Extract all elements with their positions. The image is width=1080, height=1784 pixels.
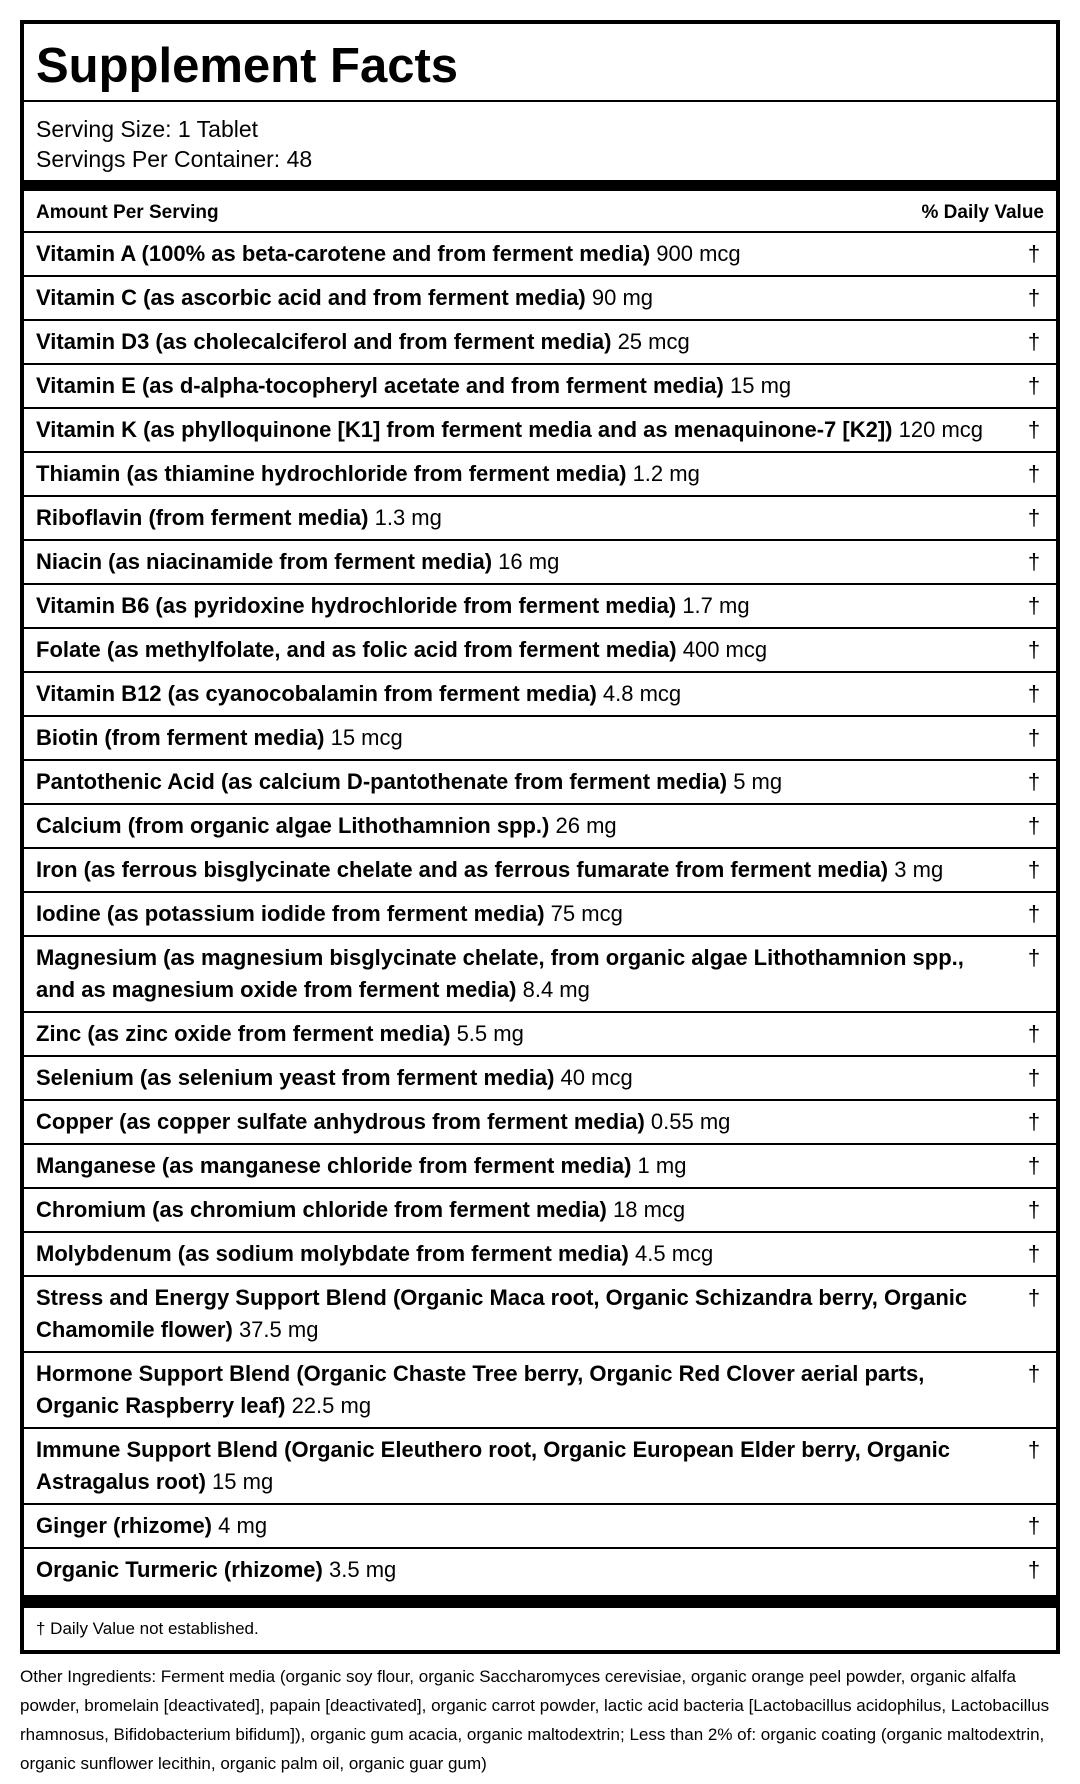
daily-value-dagger: †	[1027, 1197, 1041, 1222]
nutrient-name: Vitamin B12 (as cyanocobalamin from ferment media)	[36, 681, 597, 706]
nutrient-text	[36, 942, 1024, 1006]
nutrient-amount: 1 mg	[637, 1153, 687, 1178]
nutrient-name: Iodine (as potassium iodide from ferment media)	[36, 901, 545, 926]
nutrient-row	[24, 1427, 1056, 1503]
nutrient-row	[24, 1275, 1056, 1351]
nutrient-amount: 3.5 mg	[329, 1557, 397, 1582]
other-ingredients: Other Ingredients: Ferment media (organic soy flour, organic Saccharomyces cerevisiae, organic orange peel powder, organic alfalfa powder, bromelain [deactivated], papain [deactivated], organic carrot powder, lactic acid bacteria [Lactobacillus acidophilus, Lactobacillus rhamnosus, Bifidobacterium bifidum]), organic gum acacia, organic maltodextrin; Less than 2% of: organic coating (organic maltodextrin, organic sunflower lecithin, organic palm oil, organic guar gum)	[20, 1667, 1050, 1773]
nutrient-row	[24, 1503, 1056, 1547]
daily-value-dagger: †	[1027, 1065, 1041, 1090]
nutrient-text	[36, 810, 1024, 842]
nutrient-amount: 1.2 mg	[632, 461, 700, 486]
nutrient-name: Thiamin (as thiamine hydrochloride from ferment media)	[36, 461, 627, 486]
nutrient-text	[36, 1238, 1024, 1270]
nutrient-row	[24, 671, 1056, 715]
daily-value-dagger: †	[1027, 329, 1041, 354]
nutrient-row	[24, 539, 1056, 583]
nutrient-row	[24, 407, 1056, 451]
daily-value-header: % Daily Value	[921, 202, 1044, 223]
daily-value-dagger: †	[1027, 1437, 1041, 1462]
nutrient-text	[36, 1194, 1024, 1226]
daily-value-dagger: †	[1027, 637, 1041, 662]
nutrient-amount: 4.8 mcg	[602, 681, 682, 706]
daily-value-dagger: †	[1027, 725, 1041, 750]
daily-value-dagger: †	[1027, 593, 1041, 618]
nutrient-name: Ginger (rhizome)	[36, 1513, 213, 1538]
nutrient-row	[24, 847, 1056, 891]
nutrient-text	[36, 1554, 1024, 1586]
amount-per-serving-header: Amount Per Serving	[36, 202, 219, 223]
nutrient-name: Vitamin K (as phylloquinone [K1] from ferment media and as menaquinone-7 [K2])	[36, 417, 893, 442]
daily-value-dagger: †	[1027, 813, 1041, 838]
nutrient-name: Vitamin A (100% as beta-carotene and from ferment media)	[36, 241, 651, 266]
nutrient-text	[36, 458, 1024, 490]
daily-value-dagger: †	[1027, 241, 1041, 266]
daily-value-dagger: †	[1027, 1021, 1041, 1046]
nutrient-row	[24, 495, 1056, 539]
nutrient-row	[24, 583, 1056, 627]
nutrient-text	[36, 766, 1024, 798]
nutrient-amount: 900 mcg	[656, 241, 741, 266]
nutrient-amount: 26 mg	[555, 813, 617, 838]
nutrient-text	[36, 414, 1024, 446]
nutrient-name: Vitamin C (as ascorbic acid and from ferment media)	[36, 285, 586, 310]
nutrient-name: Chromium (as chromium chloride from ferment media)	[36, 1197, 607, 1222]
nutrient-text	[36, 634, 1024, 666]
daily-value-dagger: †	[1027, 901, 1041, 926]
nutrient-text	[36, 546, 1024, 578]
nutrient-amount: 4 mg	[218, 1513, 268, 1538]
daily-value-dagger: †	[1027, 1153, 1041, 1178]
nutrient-row	[24, 1231, 1056, 1275]
nutrient-amount: 15 mg	[730, 373, 792, 398]
nutrient-amount: 5 mg	[733, 769, 783, 794]
servings-per-container: Servings Per Container: 48	[36, 146, 313, 172]
nutrient-row	[24, 1351, 1056, 1427]
daily-value-dagger: †	[1027, 681, 1041, 706]
nutrient-table	[24, 231, 1056, 1591]
daily-value-dagger: †	[1027, 1109, 1041, 1134]
nutrient-row	[24, 627, 1056, 671]
nutrient-row	[24, 1547, 1056, 1591]
nutrient-name: Vitamin E (as d-alpha-tocopheryl acetate and from ferment media)	[36, 373, 724, 398]
nutrient-amount: 22.5 mg	[291, 1393, 372, 1418]
daily-value-dagger: †	[1027, 549, 1041, 574]
column-header	[24, 191, 1056, 231]
nutrient-name: Niacin (as niacinamide from ferment media)	[36, 549, 493, 574]
daily-value-dagger: †	[1027, 769, 1041, 794]
nutrient-row	[24, 319, 1056, 363]
nutrient-amount: 120 mcg	[898, 417, 984, 442]
nutrient-name: Molybdenum (as sodium molybdate from ferment media)	[36, 1241, 629, 1266]
nutrient-text	[36, 502, 1024, 534]
panel-title: Supplement Facts	[24, 24, 1056, 102]
nutrient-row	[24, 275, 1056, 319]
nutrient-amount: 37.5 mg	[238, 1317, 319, 1342]
nutrient-amount: 15 mg	[212, 1469, 274, 1494]
nutrient-amount: 0.55 mg	[650, 1109, 731, 1134]
nutrient-name: Organic Turmeric (rhizome)	[36, 1557, 323, 1582]
nutrient-text	[36, 326, 1024, 358]
nutrient-text	[36, 1150, 1024, 1182]
nutrient-name: Vitamin D3 (as cholecalciferol and from ferment media)	[36, 329, 612, 354]
nutrient-amount: 1.3 mg	[374, 505, 442, 530]
nutrient-row	[24, 1187, 1056, 1231]
nutrient-text	[36, 1282, 1024, 1346]
supplement-facts-panel	[20, 20, 1060, 1654]
daily-value-dagger: †	[1027, 417, 1041, 442]
nutrient-text	[36, 854, 1024, 886]
nutrient-text	[36, 722, 1024, 754]
nutrient-row	[24, 803, 1056, 847]
nutrient-text	[36, 370, 1024, 402]
nutrient-name: Zinc (as zinc oxide from ferment media)	[36, 1021, 451, 1046]
nutrient-amount: 18 mcg	[613, 1197, 686, 1222]
nutrient-name: Calcium (from organic algae Lithothamnion spp.)	[36, 813, 550, 838]
nutrient-text	[36, 898, 1024, 930]
nutrient-row	[24, 451, 1056, 495]
nutrient-row	[24, 231, 1056, 275]
daily-value-dagger: †	[1027, 1241, 1041, 1266]
nutrient-amount: 40 mcg	[560, 1065, 633, 1090]
nutrient-name: Manganese (as manganese chloride from ferment media)	[36, 1153, 632, 1178]
nutrient-text	[36, 1062, 1024, 1094]
nutrient-name: Iron (as ferrous bisglycinate chelate and as ferrous fumarate from ferment media)	[36, 857, 889, 882]
nutrient-name: Pantothenic Acid (as calcium D-pantothenate from ferment media)	[36, 769, 728, 794]
nutrient-amount: 3 mg	[894, 857, 944, 882]
nutrient-amount: 75 mcg	[550, 901, 623, 926]
nutrient-text	[36, 678, 1024, 710]
nutrient-row	[24, 1143, 1056, 1187]
nutrient-row	[24, 1099, 1056, 1143]
daily-value-dagger: †	[1027, 1361, 1041, 1386]
nutrient-name: Hormone Support Blend (Organic Chaste Tree berry, Organic Red Clover aerial parts, Organic Raspberry leaf)	[36, 1361, 925, 1418]
nutrient-row	[24, 891, 1056, 935]
nutrient-name: Magnesium (as magnesium bisglycinate chelate, from organic algae Lithothamnion spp., and as magnesium oxide from ferment media)	[36, 945, 964, 1002]
daily-value-dagger: †	[1027, 1513, 1041, 1538]
nutrient-name: Immune Support Blend (Organic Eleuthero root, Organic European Elder berry, Organic Astragalus root)	[36, 1437, 950, 1494]
nutrient-amount: 400 mcg	[682, 637, 768, 662]
nutrient-text	[36, 1510, 1024, 1542]
daily-value-dagger: †	[1027, 857, 1041, 882]
nutrient-amount: 15 mcg	[330, 725, 403, 750]
nutrient-name: Selenium (as selenium yeast from ferment media)	[36, 1065, 555, 1090]
nutrient-amount: 16 mg	[498, 549, 560, 574]
nutrient-row	[24, 759, 1056, 803]
nutrient-amount: 1.7 mg	[682, 593, 750, 618]
nutrient-text	[36, 1434, 1024, 1498]
daily-value-dagger: †	[1027, 461, 1041, 486]
daily-value-dagger: †	[1027, 505, 1041, 530]
footnote: † Daily Value not established.	[36, 1619, 259, 1638]
nutrient-text	[36, 1106, 1024, 1138]
nutrient-row	[24, 935, 1056, 1011]
nutrient-row	[24, 1011, 1056, 1055]
nutrient-text	[36, 1358, 1024, 1422]
daily-value-dagger: †	[1027, 1285, 1041, 1310]
nutrient-row	[24, 1055, 1056, 1099]
nutrient-name: Stress and Energy Support Blend (Organic Maca root, Organic Schizandra berry, Organic Chamomile flower)	[36, 1285, 968, 1342]
nutrient-text	[36, 1018, 1024, 1050]
daily-value-dagger: †	[1027, 945, 1041, 970]
nutrient-row	[24, 715, 1056, 759]
thick-divider-bottom	[24, 1595, 1056, 1608]
nutrient-amount: 90 mg	[591, 285, 654, 310]
nutrient-name: Folate (as methylfolate, and as folic acid from ferment media)	[36, 637, 677, 662]
thick-divider	[24, 180, 1056, 191]
daily-value-dagger: †	[1027, 373, 1041, 398]
serving-info	[24, 102, 1056, 180]
nutrient-text	[36, 590, 1024, 622]
daily-value-dagger: †	[1027, 285, 1041, 310]
nutrient-row	[24, 363, 1056, 407]
nutrient-name: Vitamin B6 (as pyridoxine hydrochloride from ferment media)	[36, 593, 677, 618]
nutrient-amount: 5.5 mg	[456, 1021, 524, 1046]
nutrient-text	[36, 282, 1024, 314]
nutrient-amount: 4.5 mcg	[635, 1241, 714, 1266]
serving-size: Serving Size: 1 Tablet	[36, 116, 259, 142]
nutrient-name: Riboflavin (from ferment media)	[36, 505, 369, 530]
nutrient-amount: 25 mcg	[617, 329, 690, 354]
nutrient-amount: 8.4 mg	[522, 977, 590, 1002]
nutrient-name: Copper (as copper sulfate anhydrous from ferment media)	[36, 1109, 645, 1134]
nutrient-text	[36, 238, 1024, 270]
nutrient-name: Biotin (from ferment media)	[36, 725, 325, 750]
daily-value-dagger: †	[1027, 1557, 1041, 1582]
